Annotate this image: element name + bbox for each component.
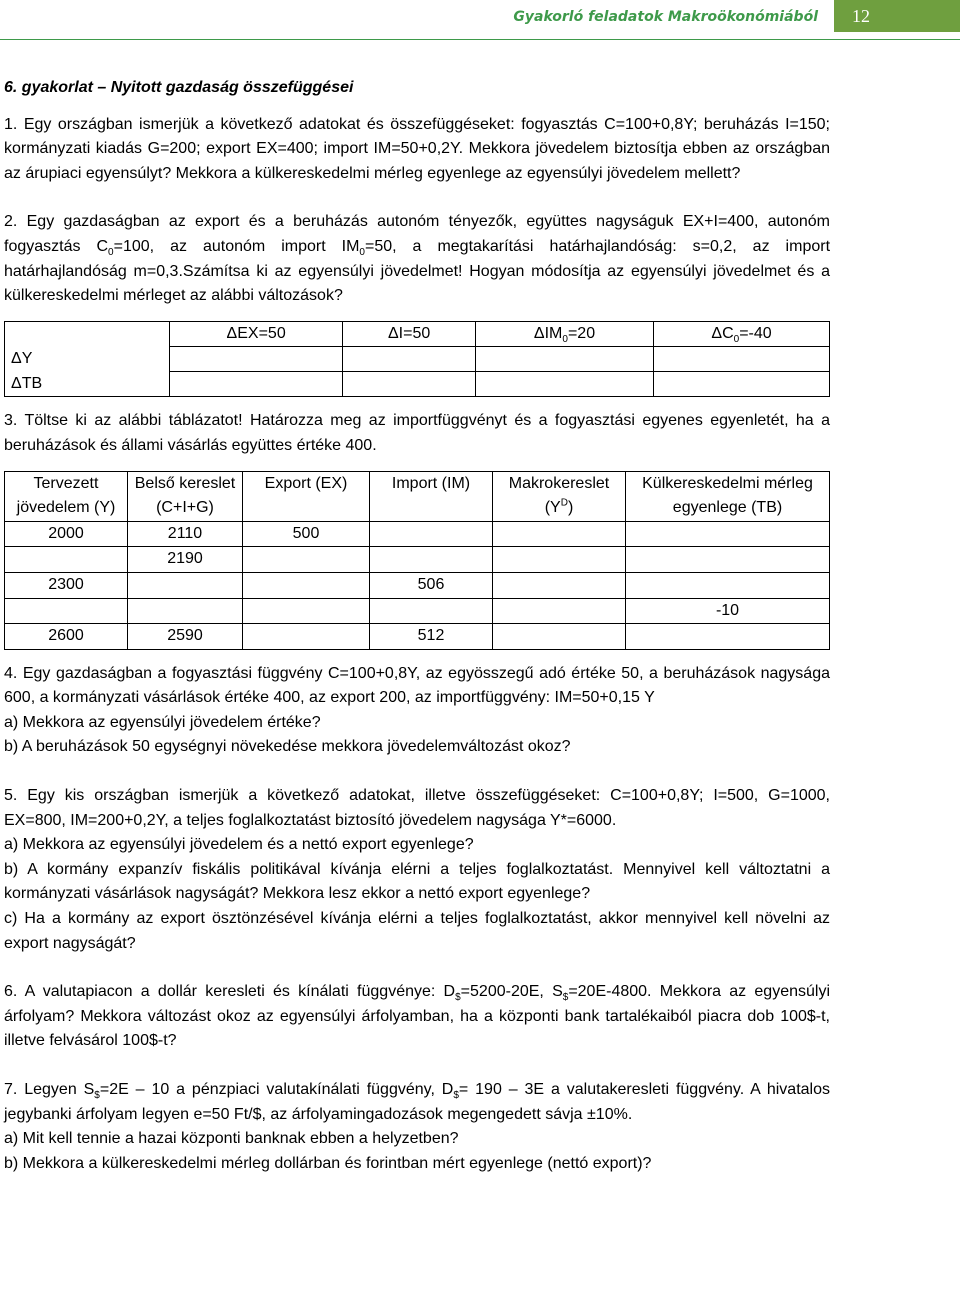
task-2-text: =100, az autonóm import IM [113,237,360,255]
col-header-dc [654,321,830,347]
col-header-text: =20 [567,324,596,342]
cell [243,624,370,650]
cell: 2000 [5,521,128,547]
row-label-dtb: ΔTB [11,374,43,392]
cell [493,598,626,624]
task-5-c: c) Ha a kormány az export ösztönzésével kívánja elérni a teljes foglalkoztatást, akkor mennyivel kell növelni az export nagyságát? [4,910,830,952]
table-row [5,547,830,573]
cell: -10 [626,598,830,624]
task-7-text-part: =2E – 10 a pénzpiaci valutakínálati függvény, D [99,1081,454,1098]
header-aggregate-demand [493,471,626,521]
col-header-text: =-40 [739,324,772,342]
cell [5,547,128,573]
task-3: 3. Töltse ki az alábbi táblázatot! Határozza meg az importfüggvényt és a fogyasztási egyenes egyenletét, ha a beruházások és állami vásárlás együttes értéke 400. [4,412,830,454]
header-text: ) [567,499,574,517]
task-7-b: b) Mekkora a külkereskedelmi mérleg dollárban és forintban mért egyenlege (nettó export)? [4,1154,652,1172]
task-4-a: a) Mekkora az egyensúlyi jövedelem értéke? [4,713,321,731]
task-2 [4,210,830,308]
cell [128,572,243,598]
task-6-sub: $ [562,992,569,1004]
cell: 2110 [128,521,243,547]
task-7-sub: $ [453,1090,459,1102]
task-2-sub: 0 [108,247,114,259]
table-row [5,624,830,650]
cell-dy-dc [654,347,830,372]
page-number: 12 [834,0,960,32]
task-6 [4,980,830,1054]
cell [626,521,830,547]
cell [128,598,243,624]
cell: 2590 [128,624,243,650]
task-4 [4,662,830,760]
cell: 2190 [128,547,243,573]
cell [493,547,626,573]
col-header-dex: ΔEX=50 [170,321,343,347]
task-7-a: a) Mit kell tennie a hazai központi banknak ebben a helyzetben? [4,1130,459,1148]
task-6-sub: $ [455,992,461,1004]
task-1: 1. Egy országban ismerjük a következő adatokat és összefüggéseket: fogyasztás C=100+0,8Y; beruházás I=150; kormányzati kiadás G=200; export EX=400; import IM=50+0,2Y. Mekkora jövedelem biztosítja ebben az országban az árupiaci egyensúlyt? Mekkora a külkereskedelmi mérleg egyenlege az egyensúlyi jövedelem mellett? [4,115,830,182]
task-2-text: =50, a megtakarítási határhajlandóság: s=0,2, az import határhajlandóság m=0,3. [4,237,831,280]
cell [370,521,493,547]
task-7-text [4,1078,830,1127]
task-5-text: 5. Egy kis országban ismerjük a következő adatokat, illetve összefüggéseket: C=100+0,8Y; I=500, G=1000, EX=800, IM=200+0,2Y, a teljes foglalkoztatást biztosító jövedelem nagysága Y*=6000. [4,787,830,829]
document-body [4,76,830,1176]
cell [5,598,128,624]
table-row [5,598,830,624]
cell-dy-di [343,347,476,372]
cell [243,547,370,573]
task-7 [4,1078,830,1176]
task-5-b: b) A kormány expanzív fiskális politikával kívánja elérni a teljes foglalkoztatást. Mennyivel kell változtatni a kormányzati vásárlások nagyságát? Mekkora lesz ekkor a nettó export egyenlege? [4,860,830,903]
cell-dtb-dex [170,372,343,397]
cell [243,572,370,598]
cell: 2600 [5,624,128,650]
section-title: 6. gyakorlat – Nyitott gazdaság összefüggései [4,79,354,96]
header-domestic-demand: Belső kereslet (C+I+G) [128,471,243,521]
change-table [4,321,830,398]
cell [370,598,493,624]
header-trade-balance: Külkereskedelmi mérleg egyenlege (TB) [626,471,830,521]
header-title: Gyakorló feladatok Makroökonómiából [513,9,818,25]
cell-dtb-dim [475,372,653,397]
task-4-text: 4. Egy gazdaságban a fogyasztási függvény C=100+0,8Y, az egyösszegű adó értéke 50, a beruházások nagysága 600, a kormányzati vásárlások értéke 400, az export 200, az importfüggvény: IM=50+0,15 Y [4,664,830,707]
page-header [0,0,960,40]
cell [243,598,370,624]
cell: 506 [370,572,493,598]
task-4-b: b) A beruházások 50 egységnyi növekedése mekkora jövedelemváltozást okoz? [4,738,571,756]
task-6-text: =20E-4800. Mekkora az egyensúlyi árfolyam? Mekkora változást okoz az egyensúlyi árfolyamban, ha a központi bank tartalékaiból piacra dob 100$-t, illetve felvásárol 100$-t? [4,983,831,1050]
col-header-dim [475,321,653,347]
cell [493,572,626,598]
task-7-sub: $ [94,1090,100,1102]
task-7-text-part: 7. Legyen S [4,1081,95,1098]
col-header-sub: 0 [562,333,568,345]
header-rule [0,39,960,40]
cell: 512 [370,624,493,650]
table-row [5,521,830,547]
task-6-text: 6. A valutapiacon a dollár keresleti és kínálati függvénye: D [4,983,456,1001]
col-header-di: ΔI=50 [343,321,476,347]
col-header-text: ΔC [711,324,734,342]
cell [370,547,493,573]
task-6-text: =5200-20E, S [460,983,563,1001]
cell [493,624,626,650]
cell [626,624,830,650]
header-export: Export (EX) [243,471,370,521]
task-5 [4,784,830,956]
cell [493,521,626,547]
task-2-text: 2. Egy gazdaságban az export és a beruházás autonóm tényezők, együttes nagyságuk EX+I=400, autonóm fogyasztás C [4,213,830,255]
cell-dtb-dc [654,372,830,397]
cell [626,572,830,598]
header-sup: D [560,497,568,509]
col-header-text: ΔIM [533,324,563,342]
header-text: Makrokereslet (Y [508,474,610,517]
task-2-sub: 0 [359,247,365,259]
header-y: Tervezett jövedelem (Y) [5,471,128,521]
fill-table [4,471,830,650]
row-labels-cell [5,321,170,397]
cell-dy-dim [475,347,653,372]
cell: 2300 [5,572,128,598]
task-2-question: Számítsa ki az egyensúlyi jövedelmet! Hogyan módosítja az egyensúlyi jövedelmet és a külkereskedelmi mérleget az alábbi változások? [4,262,830,305]
cell: 500 [243,521,370,547]
col-header-sub: 0 [733,333,740,345]
cell-dtb-di [343,372,476,397]
task-5-a: a) Mekkora az egyensúlyi jövedelem és a nettó export egyenlege? [4,836,474,854]
cell-dy-dex [170,347,343,372]
task-7-text-part: = 190 – 3E a valutakeresleti függvény. A hivatalos jegybanki árfolyam legyen e=50 Ft/$, az árfolyamingadozások megengedett sávja ±10%. [4,1081,830,1123]
cell [626,547,830,573]
table-row [5,572,830,598]
header-import: Import (IM) [370,471,493,521]
row-label-dy: ΔY [11,350,33,368]
